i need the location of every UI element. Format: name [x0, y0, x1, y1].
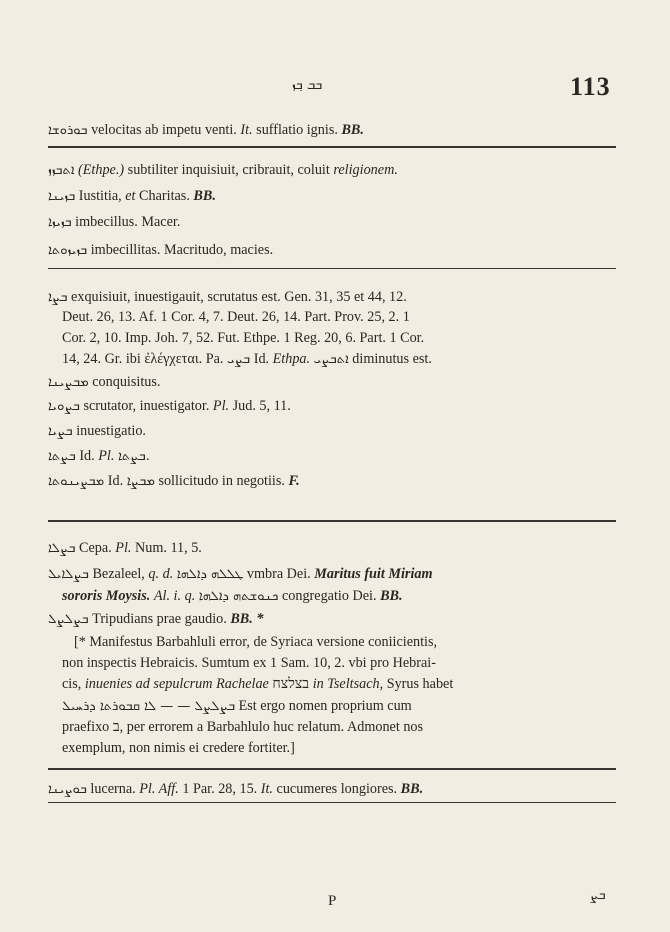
- catchword: ܒܨ: [590, 888, 606, 903]
- entry-4: ܒܙܝܙܐ imbecillus. Macer.: [48, 214, 181, 230]
- section-rule: [48, 520, 616, 522]
- section-rule: [48, 768, 616, 770]
- entry-bzq-line1: ܒܨܐ exquisiuit, inuestigauit, scrutatus est. Gen. 31, 35 et 44, 12.: [48, 289, 407, 305]
- note-line4: ܒܨܠܨܠ — — ܠܐ ܩܒܘܪܬܐ ܕܪܚܝܠ Est ergo nomen proprium cum: [62, 698, 412, 714]
- entry-1: ܒܘܪܘܫܐ velocitas ab impetu venti. It. sufflatio ignis. BB.: [48, 122, 364, 138]
- signature-mark: P: [328, 893, 337, 909]
- entry-2: ܐܬܒܙܙ (Ethpe.) subtiliter inquisiuit, cribrauit, coluit religionem.: [48, 162, 398, 178]
- entry-lucerna: ܒܘܨܝܢܐ lucerna. Pl. Aff. 1 Par. 28, 15. It. cucumeres longiores. BB.: [48, 781, 424, 797]
- note-line6: exemplum, non nimis ei credere fortiter.]: [62, 740, 295, 756]
- page-number: 113: [570, 72, 611, 101]
- running-head-syriac: ܒܒ ܒ݂ܙ: [292, 78, 323, 93]
- note-line3: cis, inuenies ad sepulcrum Rachelae בצלצח in Tseltsach, Syrus habet: [62, 676, 454, 692]
- note-line1: [* Manifestus Barbahluli error, de Syriaca versione coniicientis,: [74, 634, 438, 650]
- entry-bzq-line4: 14, 24. Gr. ibi ἐλέγχεται. Pa. ܒܨܝ Id. Ethpa. ܐܬܒܨܝ diminutus est.: [62, 351, 432, 367]
- note-line2: non inspectis Hebraicis. Sumtum ex 1 Sam. 10, 2. vbi pro Hebrai-: [62, 655, 436, 671]
- sub-entry-5: ܡܒܨܝܢܘܬܐ Id. ܡܒܨܐ sollicitudo in negotiis. F.: [48, 473, 300, 489]
- section-rule: [48, 268, 616, 269]
- entry-tripudians: ܒܨܠܨܠ Tripudians prae gaudio. BB. *: [48, 611, 264, 627]
- section-rule: [48, 146, 616, 148]
- entry-bzq-line3: Cor. 2, 10. Imp. Joh. 7, 52. Fut. Ethpe. 1 Reg. 20, 6. Part. 1 Cor.: [62, 330, 425, 346]
- entry-5: ܒܙܝܙܘܬܐ imbecillitas. Macritudo, macies.: [48, 242, 274, 258]
- sub-entry-1: ܡܒܨܝܢܐ conquisitus.: [48, 374, 161, 390]
- sub-entry-2: ܒܨܘܝܐ scrutator, inuestigator. Pl. Jud. 5, 11.: [48, 398, 291, 414]
- sub-entry-4: ܒܨܬܐ Id. Pl. ܒܨܬܐ.: [48, 448, 150, 464]
- sub-entry-3: ܒܨܝܐ inuestigatio.: [48, 423, 146, 439]
- entry-3: ܒܙܝܢܐ Iustitia, et Charitas. BB.: [48, 188, 216, 204]
- section-rule: [48, 802, 616, 803]
- entry-bezaleel-cont: sororis Moysis. Al. i. q. ܟܢܘܫܬܗ ܕܐܠܗܐ congregatio Dei. BB.: [62, 588, 403, 604]
- entry-cepa: ܒܨܠܐ Cepa. Pl. Num. 11, 5.: [48, 540, 202, 556]
- note-line5: praefixo ב, per errorem a Barbahlulo huc relatum. Admonet nos: [62, 719, 424, 735]
- entry-bzq-line2: Deut. 26, 13. Af. 1 Cor. 4, 7. Deut. 26, 14. Part. Prov. 25, 2. 1: [62, 309, 410, 325]
- entry-bezaleel: ܒܨܠܐܝܠ Bezaleel, q. d. ܛܠܠܗ ܕܐܠܗܐ vmbra Dei. Maritus fuit Miriam: [48, 566, 433, 582]
